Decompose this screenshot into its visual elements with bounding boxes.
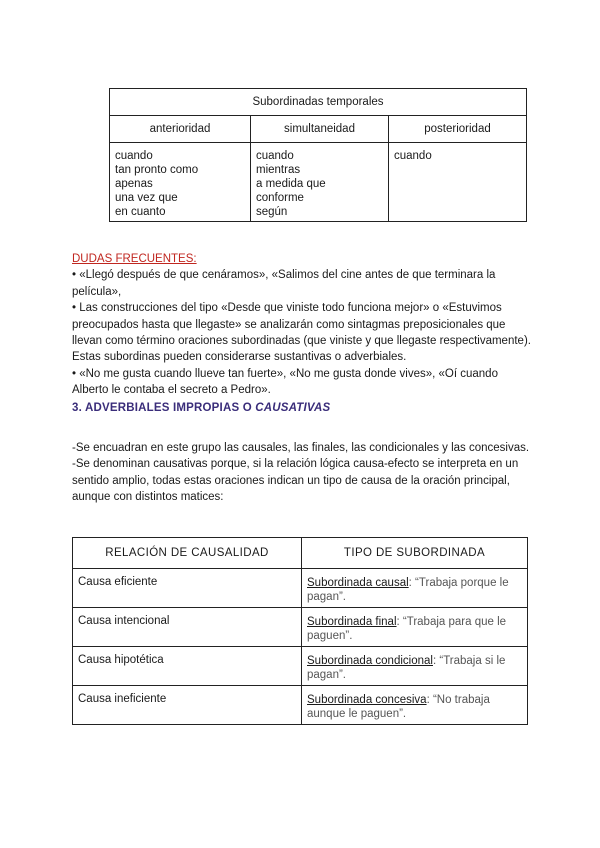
column-header-posterioridad: posterioridad xyxy=(389,116,527,143)
section-heading-italic: CAUSATIVAS xyxy=(255,402,331,414)
subordinate-type: Subordinada final xyxy=(307,616,397,628)
list-item: conforme xyxy=(256,192,304,204)
list-item: en cuanto xyxy=(115,206,166,218)
list-simultaneidad xyxy=(251,143,389,222)
list-item: según xyxy=(256,206,288,218)
temporal-subordinates-table xyxy=(109,88,527,222)
subordinate-type: Subordinada condicional xyxy=(307,655,433,667)
list-item: cuando xyxy=(394,150,432,162)
subordinate-type: Subordinada concesiva xyxy=(307,694,427,706)
list-posterioridad xyxy=(389,143,527,222)
example-text: : “No trabaja aunque le paguen”. xyxy=(307,694,490,720)
example-text: : “Trabaja para que le paguen”. xyxy=(307,616,507,642)
list-item: cuando xyxy=(256,150,294,162)
list-item: cuando xyxy=(115,150,153,162)
table-row xyxy=(73,647,528,686)
list-item: mientras xyxy=(256,164,301,176)
column-header-anterioridad: anterioridad xyxy=(110,116,251,143)
type-cell xyxy=(302,647,528,686)
section-heading xyxy=(72,402,330,414)
list-item: una vez que xyxy=(115,192,178,204)
type-cell xyxy=(302,608,528,647)
column-header-tipo: TIPO DE SUBORDINADA xyxy=(302,538,528,569)
intro-paragraph: -Se denominan causativas porque, si la relación lógica causa-efecto se interpreta en un sentido amplio, todas estas oraciones indican un tipo de causa de la oración principal, aunque con distintos matices: xyxy=(72,458,519,504)
example-text: : “Trabaja porque le pagan”. xyxy=(307,577,509,603)
type-cell xyxy=(302,569,528,608)
table-title: Subordinadas temporales xyxy=(110,89,527,116)
type-cell xyxy=(302,686,528,725)
faq-line: • Las construcciones del tipo «Desde que viniste todo funciona mejor» o «Estuvimos preocupados hasta que llegaste» se analizarán como sintagmas preposicionales que llevan como término oraciones subordinadas (que viniste y que llegaste respectivamente). Estas subordinas pueden considerarse sustantivas o adverbiales. xyxy=(72,302,531,364)
list-anterioridad xyxy=(110,143,251,222)
column-header-simultaneidad: simultaneidad xyxy=(251,116,389,143)
subordinate-type: Subordinada causal xyxy=(307,577,409,589)
faq-section xyxy=(72,251,534,399)
faq-title: DUDAS FRECUENTES: xyxy=(72,253,197,265)
table-row xyxy=(73,608,528,647)
faq-line: • «No me gusta cuando llueve tan fuerte», «No me gusta donde vives», «Oí cuando Alberto le contaba el secreto a Pedro». xyxy=(72,367,498,397)
list-item: tan pronto como xyxy=(115,164,199,176)
list-item: apenas xyxy=(115,178,153,190)
section-intro xyxy=(72,440,534,506)
faq-line: • «Llegó después de que cenáramos», «Salimos del cine antes de que terminara la película», xyxy=(72,269,496,298)
list-item: a medida que xyxy=(256,178,326,190)
relation-cell: Causa intencional xyxy=(73,608,302,647)
relation-cell: Causa eficiente xyxy=(73,569,302,608)
example-text: : “Trabaja si le pagan”. xyxy=(307,655,506,681)
column-header-relacion: RELACIÓN DE CAUSALIDAD xyxy=(73,538,302,569)
relation-cell: Causa ineficiente xyxy=(73,686,302,725)
table-row xyxy=(73,569,528,608)
section-heading-text: 3. ADVERBIALES IMPROPIAS O xyxy=(72,402,256,414)
table-row xyxy=(73,686,528,725)
relation-cell: Causa hipotética xyxy=(73,647,302,686)
intro-paragraph: -Se encuadran en este grupo las causales, las finales, las condicionales y las concesivas. xyxy=(72,442,530,454)
causality-table xyxy=(72,537,528,725)
